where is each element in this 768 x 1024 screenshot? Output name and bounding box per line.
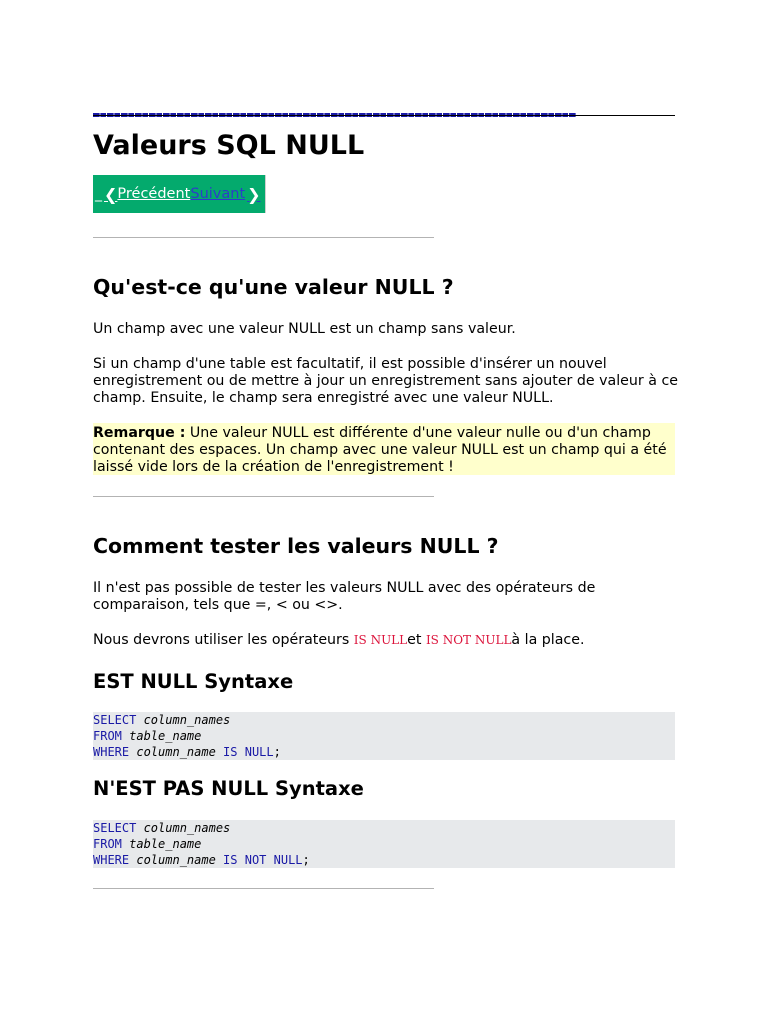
divider	[93, 496, 434, 497]
code-line: WHERE column_name IS NULL;	[93, 745, 281, 759]
note-box	[93, 423, 675, 475]
code-line: FROM table_name	[93, 837, 202, 851]
code-block-is-not-null	[93, 820, 675, 868]
nav-underscore: _	[95, 186, 102, 202]
previous-label: Précédent	[117, 186, 191, 202]
code-line: WHERE column_name IS NOT NULL;	[93, 853, 310, 867]
code-block-is-null	[93, 712, 675, 760]
top-divider	[93, 115, 675, 116]
syntax-heading-is-null: EST NULL Syntaxe	[93, 670, 294, 693]
code-line: SELECT column_names	[93, 713, 231, 727]
previous-link[interactable]	[104, 185, 190, 204]
pagination-nav	[93, 175, 266, 213]
page-title: Valeurs SQL NULL	[93, 130, 365, 161]
next-label: Suivant	[190, 186, 246, 202]
section-heading-null: Qu'est-ce qu'une valeur NULL ?	[93, 275, 454, 299]
code-line: SELECT column_names	[93, 821, 231, 835]
syntax-heading-is-not-null: N'EST PAS NULL Syntaxe	[93, 777, 364, 800]
note-paragraph	[93, 423, 678, 476]
chevron-right-icon: ❯	[247, 184, 261, 204]
code-line: FROM table_name	[93, 729, 202, 743]
inline-code-is-not-null: IS NOT NULL	[425, 633, 512, 647]
paragraph: Un champ avec une valeur NULL est un champ sans valeur.	[93, 321, 516, 337]
divider	[93, 237, 434, 238]
paragraph: Si un champ d'une table est facultatif, il est possible d'insérer un nouvel enregistrement ou de mettre à jour un enregistrement sans ajouter de valeur à ce champ. Ensuite, le champ sera enregistré avec une valeur NULL.	[93, 356, 678, 406]
chevron-left-icon: ❮	[104, 184, 118, 204]
paragraph-operators	[93, 632, 678, 649]
inline-code-is-null: IS NULL	[353, 633, 408, 647]
next-link[interactable]	[190, 185, 260, 204]
section-heading-test: Comment tester les valeurs NULL ?	[93, 534, 499, 558]
divider	[93, 888, 434, 889]
paragraph: Il n'est pas possible de tester les valeurs NULL avec des opérateurs de comparaison, tels que =, < ou <>.	[93, 580, 596, 613]
text: Nous devrons utiliser les opérateurs	[93, 632, 354, 648]
text: à la place.	[511, 632, 585, 648]
text: et	[407, 632, 426, 648]
note-text: Une valeur NULL est différente d'une valeur nulle ou d'un champ contenant des espaces. Un champ avec une valeur NULL est un champ qui a été laissé vide lors de la création de l'enregistrement !	[93, 425, 667, 475]
note-label: Remarque :	[93, 425, 186, 441]
